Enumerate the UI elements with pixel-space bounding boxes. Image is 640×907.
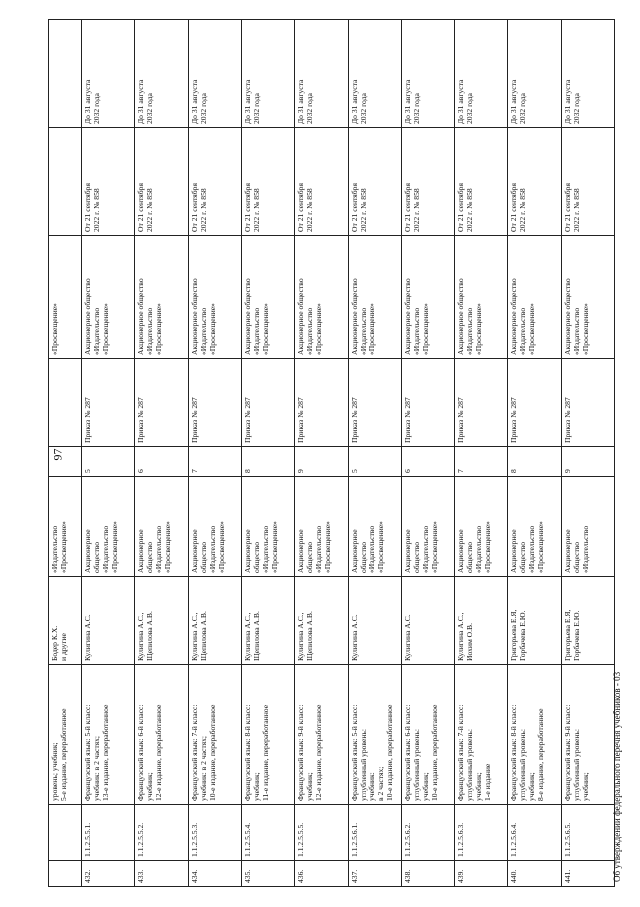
code-cell <box>49 805 82 861</box>
authors-cell: Кулигина А.С. <box>348 577 401 665</box>
organization-cell: Акционерное общество «Издательство «Просвещение» <box>401 236 454 359</box>
grade-cell: 9 <box>295 447 348 477</box>
date-to-cell: До 31 августа 2032 года <box>135 20 188 128</box>
organization-cell: Акционерное общество «Издательство «Просвещение» <box>295 236 348 359</box>
date-from-cell: От 21 сентября 2022 г. № 858 <box>455 128 508 236</box>
table-row <box>188 20 241 887</box>
authors-cell: Кулигина А.С., Щепилова А.В. <box>135 577 188 665</box>
publisher-cell: Акционерное общество «Издательство «Просвещение» <box>295 477 348 577</box>
authors-cell: Григорьева Е.Я, Горбачева Е.Ю. <box>508 577 561 665</box>
date-from-cell: От 21 сентября 2022 г. № 858 <box>242 128 295 236</box>
organization-cell: Акционерное общество «Издательство «Просвещение» <box>135 236 188 359</box>
grade-cell: 6 <box>401 447 454 477</box>
date-from-cell: От 21 сентября 2022 г. № 858 <box>295 128 348 236</box>
table-row <box>82 20 135 887</box>
textbook-table-container <box>48 20 615 887</box>
date-from-cell: От 21 сентября 2022 г. № 858 <box>508 128 561 236</box>
date-to-cell: До 31 августа 2032 года <box>188 20 241 128</box>
row-number-cell: 436. <box>295 861 348 887</box>
grade-cell: 5 <box>348 447 401 477</box>
table-row <box>242 20 295 887</box>
authors-cell: Бодер К.Х. и другие <box>49 577 82 665</box>
authors-cell: Кулигина А.С., Щепилова А.В. <box>188 577 241 665</box>
authors-cell: Кулигина А.С., Щепилова А.В. <box>295 577 348 665</box>
order-cell: Приказ № 287 <box>242 359 295 447</box>
order-cell: Приказ № 287 <box>295 359 348 447</box>
authors-cell: Кулигина А.С., Иохим О.В. <box>455 577 508 665</box>
table-row <box>348 20 401 887</box>
footer-text: Об утверждении федерального перечня учебников - 03 <box>612 671 622 882</box>
publisher-cell: Акционерное общество «Издательство «Просвещение» <box>508 477 561 577</box>
publisher-cell: Акционерное общество «Издательство «Просвещение» <box>82 477 135 577</box>
table-row <box>49 20 82 887</box>
date-from-cell <box>49 128 82 236</box>
date-from-cell: От 21 сентября 2022 г. № 858 <box>135 128 188 236</box>
grade-cell: 5 <box>82 447 135 477</box>
date-from-cell: От 21 сентября 2022 г. № 858 <box>188 128 241 236</box>
order-cell: Приказ № 287 <box>455 359 508 447</box>
organization-cell: Акционерное общество «Издательство «Просвещение» <box>188 236 241 359</box>
code-cell: 1.1.2.5.5.5. <box>295 805 348 861</box>
grade-cell: 9 <box>561 447 614 477</box>
grade-cell: 7 <box>188 447 241 477</box>
order-cell: Приказ № 287 <box>82 359 135 447</box>
title-cell: Французский язык: 5-й класс: учебник: в 2 частях; 13-е издание, переработанное <box>82 665 135 805</box>
date-to-cell: До 31 августа 2032 года <box>82 20 135 128</box>
title-cell: Французский язык: 6-й класс: учебник; 12-е издание, переработанное <box>135 665 188 805</box>
row-number-cell: 439. <box>455 861 508 887</box>
table-row <box>508 20 561 887</box>
code-cell: 1.1.2.5.6.5. <box>561 805 614 861</box>
grade-cell: 6 <box>135 447 188 477</box>
title-cell: уровень; учебник; 5-е издание, переработанное <box>49 665 82 805</box>
grade-cell: 7 <box>455 447 508 477</box>
publisher-cell: Акционерное общество «Издательство «Просвещение» <box>135 477 188 577</box>
date-from-cell: От 21 сентября 2022 г. № 858 <box>401 128 454 236</box>
code-cell: 1.1.2.5.6.3. <box>455 805 508 861</box>
code-cell: 1.1.2.5.5.4. <box>242 805 295 861</box>
code-cell: 1.1.2.5.5.3. <box>188 805 241 861</box>
title-cell: Французский язык: 8-й класс: учебник; 11-е издание, переработанное <box>242 665 295 805</box>
title-cell: Французский язык: 7-й класс: углубленный уровень: учебник; 1-е издание <box>455 665 508 805</box>
page-number: 97 <box>50 448 65 461</box>
order-cell: Приказ № 287 <box>401 359 454 447</box>
date-to-cell: До 31 августа 2032 года <box>242 20 295 128</box>
date-to-cell: До 31 августа 2032 года <box>455 20 508 128</box>
organization-cell: Акционерное общество «Издательство «Просвещение» <box>455 236 508 359</box>
code-cell: 1.1.2.5.5.2. <box>135 805 188 861</box>
textbook-table <box>48 19 615 887</box>
date-to-cell: До 31 августа 2032 года <box>348 20 401 128</box>
organization-cell: Акционерное общество «Издательство «Просвещение» <box>82 236 135 359</box>
title-cell: Французский язык: 7-й класс: учебник: в 2 частях; 10-е издание, переработанное <box>188 665 241 805</box>
row-number-cell: 441. <box>561 861 614 887</box>
authors-cell: Кулигина А.С. <box>401 577 454 665</box>
organization-cell: Акционерное общество «Издательство «Просвещение» <box>561 236 614 359</box>
table-row <box>135 20 188 887</box>
grade-cell: 8 <box>508 447 561 477</box>
organization-cell: Акционерное общество «Издательство «Просвещение» <box>348 236 401 359</box>
row-number-cell <box>49 861 82 887</box>
title-cell: Французский язык: 9-й класс: учебник; 12-е издание, переработанное <box>295 665 348 805</box>
date-to-cell <box>49 20 82 128</box>
authors-cell: Кулигина А.С., Щепилова А.В. <box>242 577 295 665</box>
date-to-cell: До 31 августа 2032 года <box>401 20 454 128</box>
rotated-table-frame <box>48 20 615 887</box>
order-cell: Приказ № 287 <box>348 359 401 447</box>
publisher-cell: Акционерное общество «Издательство «Просвещение» <box>455 477 508 577</box>
code-cell: 1.1.2.5.5.1. <box>82 805 135 861</box>
title-cell: Французский язык: 5-й класс: углубленный уровень: учебник: в 2 частях; 10-е издание, переработанное <box>348 665 401 805</box>
table-row <box>455 20 508 887</box>
date-to-cell: До 31 августа 2032 года <box>295 20 348 128</box>
publisher-cell: Акционерное общество «Издательство <box>561 477 614 577</box>
date-to-cell: До 31 августа 2032 года <box>508 20 561 128</box>
order-cell: Приказ № 287 <box>188 359 241 447</box>
grade-cell <box>49 447 82 477</box>
publisher-cell: Акционерное общество «Издательство «Просвещение» <box>401 477 454 577</box>
order-cell: Приказ № 287 <box>561 359 614 447</box>
row-number-cell: 435. <box>242 861 295 887</box>
date-from-cell: От 21 сентября 2022 г. № 858 <box>348 128 401 236</box>
table-body <box>49 20 615 887</box>
publisher-cell: Акционерное общество «Издательство «Просвещение» <box>348 477 401 577</box>
date-from-cell: От 21 сентября 2022 г. № 858 <box>82 128 135 236</box>
code-cell: 1.1.2.5.6.2. <box>401 805 454 861</box>
publisher-cell: «Издательство «Просвещение» <box>49 477 82 577</box>
code-cell: 1.1.2.5.6.1. <box>348 805 401 861</box>
order-cell <box>49 359 82 447</box>
date-from-cell: От 21 сентября 2022 г. № 858 <box>561 128 614 236</box>
row-number-cell: 438. <box>401 861 454 887</box>
order-cell: Приказ № 287 <box>508 359 561 447</box>
publisher-cell: Акционерное общество «Издательство «Просвещение» <box>188 477 241 577</box>
title-cell: Французский язык: 8-й класс: углубленный уровень: учебник; 8-е издание, переработанное <box>508 665 561 805</box>
row-number-cell: 434. <box>188 861 241 887</box>
authors-cell: Григорьева Е.Я, Горбачева Е.Ю. <box>561 577 614 665</box>
organization-cell: Акционерное общество «Издательство «Просвещение» <box>508 236 561 359</box>
code-cell: 1.1.2.5.6.4. <box>508 805 561 861</box>
grade-cell: 8 <box>242 447 295 477</box>
row-number-cell: 440. <box>508 861 561 887</box>
title-cell: Французский язык: 9-й класс: углубленный уровень: учебник; <box>561 665 614 805</box>
order-cell: Приказ № 287 <box>135 359 188 447</box>
organization-cell: Акционерное общество «Издательство «Просвещение» <box>242 236 295 359</box>
table-row <box>401 20 454 887</box>
organization-cell: «Просвещение» <box>49 236 82 359</box>
publisher-cell: Акционерное общество «Издательство «Просвещение» <box>242 477 295 577</box>
date-to-cell: До 31 августа 2032 года <box>561 20 614 128</box>
table-row <box>561 20 614 887</box>
table-row <box>295 20 348 887</box>
row-number-cell: 432. <box>82 861 135 887</box>
authors-cell: Кулигина А.С. <box>82 577 135 665</box>
title-cell: Французский язык: 6-й класс: углубленный уровень: учебник; 10-е издание, переработанное <box>401 665 454 805</box>
row-number-cell: 437. <box>348 861 401 887</box>
row-number-cell: 433. <box>135 861 188 887</box>
